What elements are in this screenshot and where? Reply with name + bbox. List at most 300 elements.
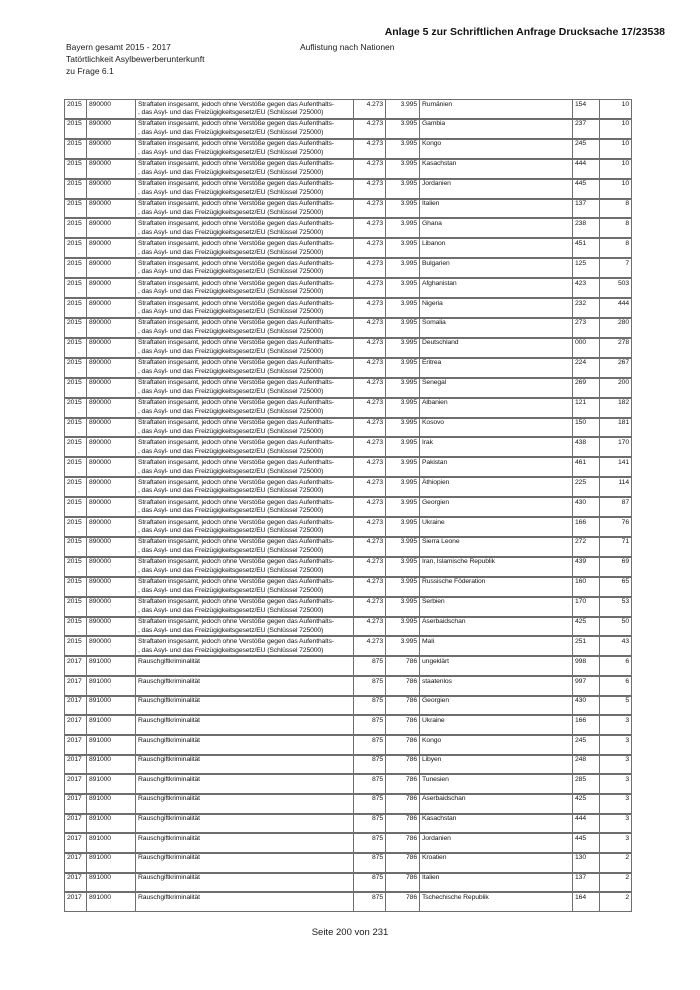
table-row (64, 437, 632, 457)
offense-line: Straftaten insgesamt, jedoch ohne Verstöße gegen das Aufenthalts- (138, 160, 334, 168)
cell-year: 2017 (64, 656, 86, 676)
offense-line: , das Asyl- und das Freizügigkeitsgesetz/EU (Schlüssel 725000) (138, 308, 324, 316)
table-row (64, 159, 632, 179)
cell-cases-total: 875 (353, 656, 385, 676)
table-row (64, 418, 632, 438)
offense-line: , das Asyl- und das Freizügigkeitsgesetz/EU (Schlüssel 725000) (138, 586, 324, 594)
cell-nation: Kroatien (419, 853, 572, 873)
table-row (64, 537, 632, 557)
offense-line: Straftaten insgesamt, jedoch ohne Verstöße gegen das Aufenthalts- (138, 498, 334, 506)
cell-cases-total: 4.273 (353, 398, 385, 418)
cell-offense-code: 891000 (86, 735, 135, 755)
cell-offense-text (135, 794, 353, 814)
offense-line: Rauschgiftkriminalität (138, 775, 200, 783)
cell-offense-code: 891000 (86, 873, 135, 893)
cell-year: 2017 (64, 676, 86, 696)
cell-offense-code: 890000 (86, 258, 135, 278)
cell-nation: staatenlos (419, 676, 572, 696)
cell-offense-code: 890000 (86, 517, 135, 537)
cell-cases-cleared: 3.995 (385, 477, 419, 497)
cell-cases-cleared: 786 (385, 833, 419, 853)
cell-cases-total: 4.273 (353, 258, 385, 278)
cell-count: 71 (599, 537, 632, 557)
table-row (64, 139, 632, 159)
offense-line: Straftaten insgesamt, jedoch ohne Verstöße gegen das Aufenthalts- (138, 419, 334, 426)
offense-line: Rauschgiftkriminalität (138, 756, 200, 764)
cell-offense-text (135, 497, 353, 517)
cell-cases-cleared: 3.995 (385, 398, 419, 418)
cell-count: 53 (599, 597, 632, 617)
cell-cases-cleared: 3.995 (385, 159, 419, 179)
cell-count: 3 (599, 814, 632, 834)
cell-cases-cleared: 3.995 (385, 258, 419, 278)
cell-cases-total: 875 (353, 794, 385, 814)
cell-offense-text (135, 833, 353, 853)
cell-nation-code: 238 (572, 218, 599, 238)
cell-year: 2015 (64, 99, 86, 119)
offense-line: Straftaten insgesamt, jedoch ohne Verstöße gegen das Aufenthalts- (138, 618, 334, 626)
cell-count: 503 (599, 278, 632, 298)
cell-offense-text (135, 358, 353, 378)
offense-line: Straftaten insgesamt, jedoch ohne Verstöße gegen das Aufenthalts- (138, 379, 334, 387)
cell-nation-code: 444 (572, 814, 599, 834)
offense-line: Straftaten insgesamt, jedoch ohne Verstöße gegen das Aufenthalts- (138, 219, 334, 227)
cell-count: 6 (599, 656, 632, 676)
table-row (64, 278, 632, 298)
cell-cases-total: 4.273 (353, 577, 385, 597)
cell-nation: Aserbaidschan (419, 794, 572, 814)
table-row (64, 794, 632, 814)
cell-year: 2015 (64, 278, 86, 298)
cell-offense-code: 891000 (86, 696, 135, 716)
cell-year: 2017 (64, 774, 86, 794)
table-row (64, 258, 632, 278)
cell-nation-code: 137 (572, 199, 599, 219)
offense-line: , das Asyl- und das Freizügigkeitsgesetz/EU (Schlüssel 725000) (138, 208, 324, 216)
cell-year: 2015 (64, 258, 86, 278)
cell-year: 2015 (64, 577, 86, 597)
offense-line: Rauschgiftkriminalität (138, 677, 200, 685)
cell-count: 10 (599, 179, 632, 199)
cell-cases-total: 4.273 (353, 477, 385, 497)
table-row (64, 597, 632, 617)
table-row (64, 517, 632, 537)
offense-line: , das Asyl- und das Freizügigkeitsgesetz/EU (Schlüssel 725000) (138, 507, 324, 515)
cell-cases-total: 4.273 (353, 199, 385, 219)
cell-nation-code: 137 (572, 873, 599, 893)
cell-cases-cleared: 3.995 (385, 437, 419, 457)
cell-count: 444 (599, 298, 632, 318)
cell-cases-total: 875 (353, 696, 385, 716)
cell-nation-code: 269 (572, 378, 599, 398)
cell-cases-cleared: 3.995 (385, 457, 419, 477)
cell-cases-total: 4.273 (353, 497, 385, 517)
cell-offense-code: 890000 (86, 318, 135, 338)
header-left-line: Bayern gesamt 2015 - 2017 (66, 42, 171, 52)
cell-offense-text (135, 517, 353, 537)
offense-line: Straftaten insgesamt, jedoch ohne Verstöße gegen das Aufenthalts- (138, 359, 334, 367)
cell-cases-cleared: 786 (385, 656, 419, 676)
cell-cases-total: 4.273 (353, 338, 385, 358)
cell-offense-text (135, 853, 353, 873)
offense-line: Straftaten insgesamt, jedoch ohne Verstöße gegen das Aufenthalts- (138, 637, 334, 645)
cell-nation-code: 451 (572, 238, 599, 258)
cell-nation: Ukraine (419, 517, 572, 537)
cell-year: 2015 (64, 159, 86, 179)
cell-offense-code: 890000 (86, 636, 135, 656)
cell-cases-total: 4.273 (353, 99, 385, 119)
cell-nation: Ghana (419, 218, 572, 238)
cell-year: 2017 (64, 715, 86, 735)
cell-year: 2015 (64, 338, 86, 358)
offense-line: Rauschgiftkriminalität (138, 716, 200, 724)
offense-line: , das Asyl- und das Freizügigkeitsgesetz/EU (Schlüssel 725000) (138, 527, 324, 535)
offense-line: , das Asyl- und das Freizügigkeitsgesetz/EU (Schlüssel 725000) (138, 348, 324, 356)
cell-cases-cleared: 3.995 (385, 577, 419, 597)
cell-cases-total: 4.273 (353, 218, 385, 238)
table-row (64, 99, 632, 119)
offense-line: , das Asyl- und das Freizügigkeitsgesetz/EU (Schlüssel 725000) (138, 328, 324, 336)
cell-cases-total: 4.273 (353, 597, 385, 617)
table-row (64, 676, 632, 696)
cell-offense-text (135, 199, 353, 219)
cell-cases-total: 875 (353, 892, 385, 912)
cell-cases-cleared: 3.995 (385, 557, 419, 577)
cell-offense-code: 890000 (86, 119, 135, 139)
offense-line: Straftaten insgesamt, jedoch ohne Verstöße gegen das Aufenthalts- (138, 319, 334, 327)
cell-offense-code: 891000 (86, 794, 135, 814)
offense-line: , das Asyl- und das Freizügigkeitsgesetz/EU (Schlüssel 725000) (138, 467, 324, 475)
cell-cases-total: 875 (353, 735, 385, 755)
table-row (64, 338, 632, 358)
cell-nation: Bulgarien (419, 258, 572, 278)
cell-nation-code: 998 (572, 656, 599, 676)
table-row (64, 755, 632, 775)
cell-nation-code: 166 (572, 517, 599, 537)
cell-cases-cleared: 3.995 (385, 278, 419, 298)
cell-year: 2015 (64, 139, 86, 159)
offense-line: Straftaten insgesamt, jedoch ohne Verstöße gegen das Aufenthalts- (138, 518, 334, 526)
offense-line: Rauschgiftkriminalität (138, 815, 200, 823)
cell-offense-code: 890000 (86, 179, 135, 199)
cell-offense-text (135, 378, 353, 398)
cell-cases-total: 875 (353, 774, 385, 794)
cell-cases-total: 4.273 (353, 617, 385, 637)
cell-cases-total: 875 (353, 814, 385, 834)
cell-nation: Georgien (419, 696, 572, 716)
cell-offense-text (135, 139, 353, 159)
cell-year: 2015 (64, 398, 86, 418)
offense-line: Rauschgiftkriminalität (138, 657, 200, 665)
cell-nation: Sierra Leone (419, 537, 572, 557)
cell-nation: Italien (419, 199, 572, 219)
cell-count: 3 (599, 715, 632, 735)
offense-line: Rauschgiftkriminalität (138, 834, 200, 842)
cell-count: 182 (599, 398, 632, 418)
cell-count: 3 (599, 794, 632, 814)
cell-nation-code: 237 (572, 119, 599, 139)
offense-line: Rauschgiftkriminalität (138, 795, 200, 803)
cell-count: 278 (599, 338, 632, 358)
cell-year: 2017 (64, 853, 86, 873)
cell-nation-code: 150 (572, 418, 599, 438)
cell-offense-text (135, 735, 353, 755)
cell-offense-text (135, 814, 353, 834)
cell-offense-code: 891000 (86, 676, 135, 696)
cell-offense-code: 890000 (86, 497, 135, 517)
cell-cases-cleared: 3.995 (385, 99, 419, 119)
cell-nation: Libanon (419, 238, 572, 258)
cell-cases-cleared: 786 (385, 774, 419, 794)
cell-cases-cleared: 786 (385, 676, 419, 696)
cell-nation-code: 245 (572, 735, 599, 755)
cell-nation-code: 170 (572, 597, 599, 617)
cell-nation-code: 423 (572, 278, 599, 298)
cell-offense-text (135, 159, 353, 179)
cell-offense-code: 890000 (86, 218, 135, 238)
cell-offense-text (135, 338, 353, 358)
cell-cases-cleared: 786 (385, 715, 419, 735)
table-row (64, 853, 632, 873)
cell-nation-code: 425 (572, 617, 599, 637)
cell-cases-cleared: 3.995 (385, 636, 419, 656)
table-row (64, 873, 632, 893)
cell-cases-total: 4.273 (353, 557, 385, 577)
offense-line: , das Asyl- und das Freizügigkeitsgesetz/EU (Schlüssel 725000) (138, 168, 324, 176)
offense-line: Straftaten insgesamt, jedoch ohne Verstöße gegen das Aufenthalts- (138, 120, 334, 128)
cell-nation-code: 273 (572, 318, 599, 338)
header-left-line: Tatörtlichkeit Asylbewerberunterkunft (66, 54, 205, 64)
offense-line: Straftaten insgesamt, jedoch ohne Verstöße gegen das Aufenthalts- (138, 100, 334, 108)
cell-nation-code: 245 (572, 139, 599, 159)
cell-cases-cleared: 786 (385, 892, 419, 912)
cell-year: 2015 (64, 477, 86, 497)
table-row (64, 892, 632, 912)
offense-line: Straftaten insgesamt, jedoch ohne Verstöße gegen das Aufenthalts- (138, 180, 334, 188)
cell-offense-text (135, 537, 353, 557)
cell-count: 10 (599, 119, 632, 139)
cell-offense-code: 891000 (86, 853, 135, 873)
cell-count: 200 (599, 378, 632, 398)
table-row (64, 199, 632, 219)
cell-year: 2015 (64, 537, 86, 557)
offense-line: Straftaten insgesamt, jedoch ohne Verstöße gegen das Aufenthalts- (138, 558, 334, 566)
cell-cases-total: 4.273 (353, 159, 385, 179)
cell-year: 2017 (64, 755, 86, 775)
cell-offense-text (135, 298, 353, 318)
cell-year: 2015 (64, 119, 86, 139)
cell-offense-code: 890000 (86, 477, 135, 497)
cell-cases-cleared: 3.995 (385, 418, 419, 438)
cell-cases-total: 4.273 (353, 139, 385, 159)
cell-cases-total: 875 (353, 715, 385, 735)
page-number: Seite 200 von 231 (311, 927, 389, 938)
table-row (64, 557, 632, 577)
offense-line: Straftaten insgesamt, jedoch ohne Verstöße gegen das Aufenthalts- (138, 339, 334, 347)
cell-nation: Kasachstan (419, 159, 572, 179)
cell-offense-code: 890000 (86, 139, 135, 159)
offense-line: Straftaten insgesamt, jedoch ohne Verstöße gegen das Aufenthalts- (138, 538, 334, 546)
offense-line: , das Asyl- und das Freizügigkeitsgesetz/EU (Schlüssel 725000) (138, 228, 324, 236)
cell-nation: Russische Föderation (419, 577, 572, 597)
cell-nation: Somalia (419, 318, 572, 338)
cell-cases-cleared: 3.995 (385, 597, 419, 617)
offense-line: , das Asyl- und das Freizügigkeitsgesetz/EU (Schlüssel 725000) (138, 407, 324, 415)
cell-nation: Rumänien (419, 99, 572, 119)
cell-year: 2017 (64, 794, 86, 814)
cell-year: 2015 (64, 497, 86, 517)
offense-line: Rauschgiftkriminalität (138, 854, 200, 862)
cell-count: 2 (599, 853, 632, 873)
cell-offense-code: 891000 (86, 814, 135, 834)
cell-nation: Senegal (419, 378, 572, 398)
cell-offense-code: 890000 (86, 437, 135, 457)
cell-count: 50 (599, 617, 632, 637)
cell-nation-code: 430 (572, 696, 599, 716)
cell-offense-code: 890000 (86, 298, 135, 318)
cell-nation-code: 439 (572, 557, 599, 577)
cell-offense-text (135, 676, 353, 696)
cell-cases-cleared: 3.995 (385, 517, 419, 537)
cell-nation: Libyen (419, 755, 572, 775)
cell-nation: Kasachstan (419, 814, 572, 834)
cell-offense-code: 890000 (86, 278, 135, 298)
offense-line: Straftaten insgesamt, jedoch ohne Verstöße gegen das Aufenthalts- (138, 200, 334, 208)
offense-line: Straftaten insgesamt, jedoch ohne Verstöße gegen das Aufenthalts- (138, 399, 334, 407)
cell-year: 2015 (64, 557, 86, 577)
cell-nation: ungeklärt (419, 656, 572, 676)
cell-offense-code: 890000 (86, 557, 135, 577)
cell-nation-code: 997 (572, 676, 599, 696)
cell-year: 2015 (64, 218, 86, 238)
cell-cases-cleared: 786 (385, 853, 419, 873)
cell-offense-code: 891000 (86, 774, 135, 794)
offense-line: Rauschgiftkriminalität (138, 893, 200, 901)
cell-offense-text (135, 238, 353, 258)
cell-count: 8 (599, 238, 632, 258)
cell-year: 2015 (64, 437, 86, 457)
cell-offense-text (135, 617, 353, 637)
cell-nation: Italien (419, 873, 572, 893)
nations-table (64, 99, 632, 912)
cell-count: 43 (599, 636, 632, 656)
cell-cases-total: 4.273 (353, 517, 385, 537)
offense-line: , das Asyl- und das Freizügigkeitsgesetz/EU (Schlüssel 725000) (138, 129, 324, 137)
offense-line: , das Asyl- und das Freizügigkeitsgesetz/EU (Schlüssel 725000) (138, 427, 324, 435)
cell-count: 181 (599, 418, 632, 438)
offense-line: , das Asyl- und das Freizügigkeitsgesetz/EU (Schlüssel 725000) (138, 149, 324, 157)
cell-year: 2017 (64, 873, 86, 893)
cell-offense-code: 891000 (86, 755, 135, 775)
cell-nation-code: 272 (572, 537, 599, 557)
cell-cases-total: 4.273 (353, 537, 385, 557)
table-row (64, 119, 632, 139)
cell-cases-cleared: 3.995 (385, 139, 419, 159)
header-subtitle: Auflistung nach Nationen (300, 42, 395, 52)
cell-nation-code: 248 (572, 755, 599, 775)
cell-offense-text (135, 398, 353, 418)
cell-cases-cleared: 786 (385, 814, 419, 834)
cell-count: 76 (599, 517, 632, 537)
cell-cases-total: 4.273 (353, 437, 385, 457)
cell-offense-text (135, 557, 353, 577)
table-row (64, 735, 632, 755)
cell-count: 2 (599, 892, 632, 912)
cell-offense-code: 890000 (86, 617, 135, 637)
cell-count: 3 (599, 774, 632, 794)
offense-line: , das Asyl- und das Freizügigkeitsgesetz/EU (Schlüssel 725000) (138, 268, 324, 276)
table-row (64, 696, 632, 716)
table-row (64, 457, 632, 477)
offense-line: , das Asyl- und das Freizügigkeitsgesetz/EU (Schlüssel 725000) (138, 606, 324, 614)
cell-cases-total: 875 (353, 833, 385, 853)
cell-count: 65 (599, 577, 632, 597)
offense-line: Rauschgiftkriminalität (138, 697, 200, 705)
cell-offense-text (135, 577, 353, 597)
offense-line: Straftaten insgesamt, jedoch ohne Verstöße gegen das Aufenthalts- (138, 239, 334, 247)
offense-line: Straftaten insgesamt, jedoch ohne Verstöße gegen das Aufenthalts- (138, 438, 334, 446)
cell-cases-total: 4.273 (353, 378, 385, 398)
cell-nation-code: 125 (572, 258, 599, 278)
cell-nation: Äthiopien (419, 477, 572, 497)
page-title: Anlage 5 zur Schriftlichen Anfrage Drucksache 17/23538 (384, 26, 665, 38)
cell-offense-code: 890000 (86, 99, 135, 119)
cell-offense-text (135, 774, 353, 794)
cell-offense-code: 890000 (86, 378, 135, 398)
offense-line: Rauschgiftkriminalität (138, 736, 200, 744)
cell-cases-cleared: 3.995 (385, 378, 419, 398)
cell-offense-text (135, 696, 353, 716)
cell-offense-text (135, 418, 353, 438)
cell-cases-total: 875 (353, 873, 385, 893)
cell-cases-total: 4.273 (353, 179, 385, 199)
table-row (64, 179, 632, 199)
cell-nation-code: 154 (572, 99, 599, 119)
offense-line: Straftaten insgesamt, jedoch ohne Verstöße gegen das Aufenthalts- (138, 478, 334, 486)
cell-count: 3 (599, 735, 632, 755)
cell-count: 69 (599, 557, 632, 577)
cell-cases-cleared: 786 (385, 696, 419, 716)
cell-nation: Serbien (419, 597, 572, 617)
cell-nation: Tunesien (419, 774, 572, 794)
cell-cases-cleared: 3.995 (385, 179, 419, 199)
offense-line: , das Asyl- und das Freizügigkeitsgesetz/EU (Schlüssel 725000) (138, 487, 324, 495)
cell-offense-code: 890000 (86, 457, 135, 477)
cell-nation: Albanien (419, 398, 572, 418)
cell-nation: Afghanistan (419, 278, 572, 298)
offense-line: , das Asyl- und das Freizügigkeitsgesetz/EU (Schlüssel 725000) (138, 109, 324, 117)
table-row (64, 218, 632, 238)
cell-count: 10 (599, 159, 632, 179)
table-row (64, 318, 632, 338)
offense-line: , das Asyl- und das Freizügigkeitsgesetz/EU (Schlüssel 725000) (138, 188, 324, 196)
cell-nation: Iran, Islamische Republik (419, 557, 572, 577)
cell-year: 2017 (64, 735, 86, 755)
cell-cases-cleared: 786 (385, 755, 419, 775)
cell-count: 7 (599, 258, 632, 278)
table-row (64, 398, 632, 418)
cell-nation-code: 121 (572, 398, 599, 418)
cell-nation: Deutschland (419, 338, 572, 358)
cell-offense-text (135, 873, 353, 893)
cell-nation: Eritrea (419, 358, 572, 378)
cell-nation-code: 232 (572, 298, 599, 318)
cell-offense-code: 890000 (86, 338, 135, 358)
cell-nation: Nigeria (419, 298, 572, 318)
cell-cases-cleared: 786 (385, 873, 419, 893)
cell-year: 2015 (64, 378, 86, 398)
cell-cases-cleared: 3.995 (385, 338, 419, 358)
